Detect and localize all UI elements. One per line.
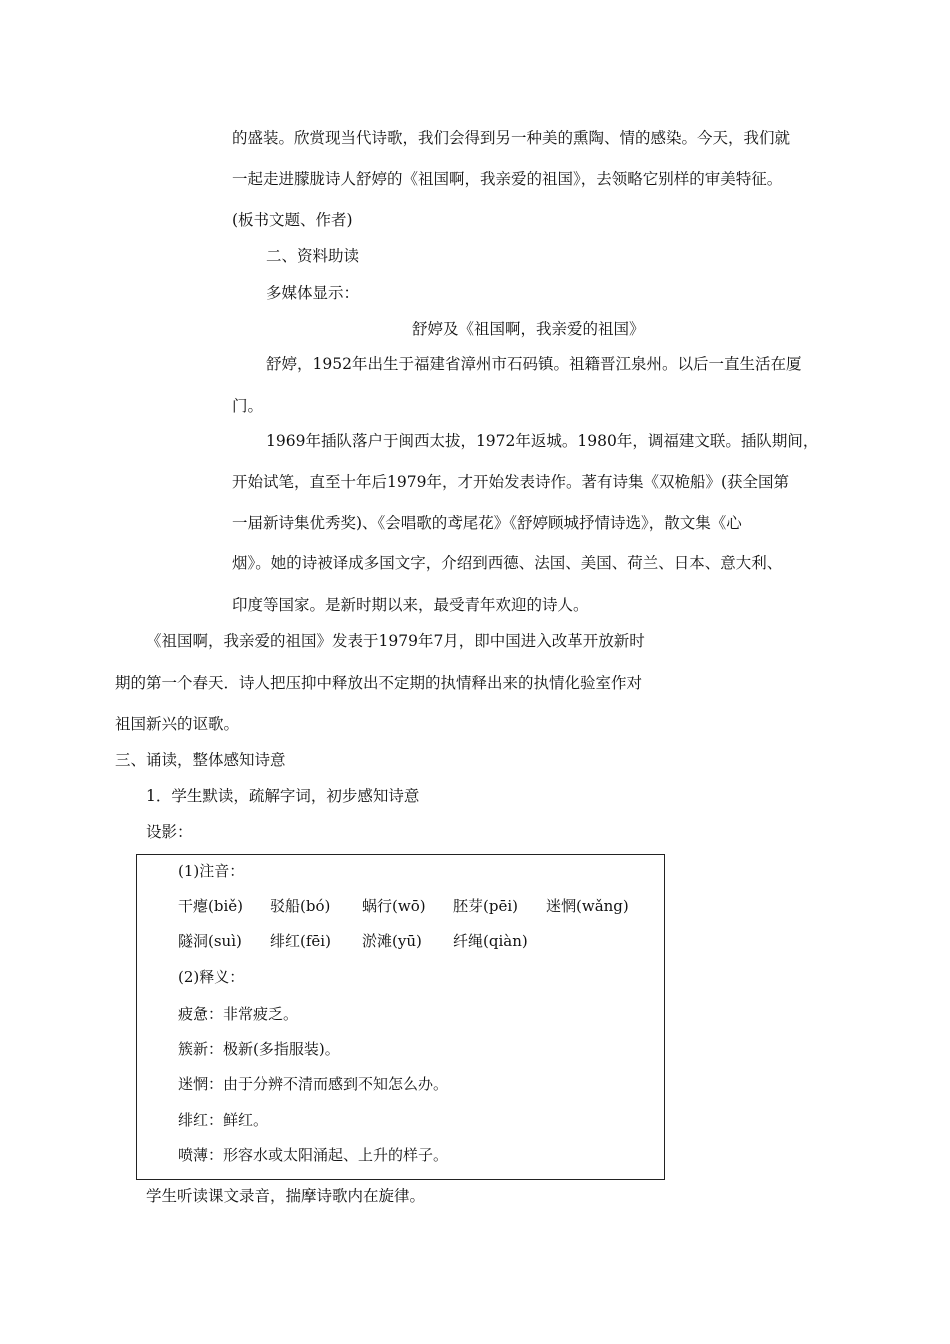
section-heading: 三、诵读，整体感知诗意 [115, 751, 286, 769]
definition: 绯红：鲜红。 [178, 1111, 269, 1129]
definition: 迷惘：由于分辨不清而感到不知怎么办。 [178, 1075, 449, 1093]
text-line: 祖国新兴的讴歌。 [115, 715, 240, 733]
phonetic-word: 驳船(bó) [270, 897, 331, 915]
definition: 簇新：极新(多指服装)。 [178, 1040, 340, 1058]
listen-instruction: 学生听读课文录音，揣摩诗歌内在旋律。 [146, 1187, 426, 1205]
text-line: 1969年插队落户于闽西太拔，1972年返城。1980年，调福建文联。插队期间， [266, 432, 819, 450]
task-item: 1．学生默读，疏解字词，初步感知诗意 [146, 787, 420, 805]
text-line: 舒婷，1952年出生于福建省漳州市石码镇。祖籍晋江泉州。以后一直生活在厦 [266, 355, 802, 373]
phonetic-word: 纤绳(qiàn) [453, 932, 528, 950]
phonetic-word: 迷惘(wǎng) [546, 897, 629, 915]
text-line: (板书文题、作者) [232, 211, 353, 229]
text-line: 一起走进朦胧诗人舒婷的《祖国啊，我亲爱的祖国》，去领略它别样的审美特征。 [232, 170, 783, 188]
phonetic-word: 隧洞(suì) [178, 932, 242, 950]
shadow-label: 设影： [146, 823, 193, 841]
phonetic-word: 胚芽(pēi) [453, 897, 518, 915]
phonetic-word: 干瘪(biě) [178, 897, 243, 915]
definition: 喷薄：形容水或太阳涌起、上升的样子。 [178, 1146, 449, 1164]
definition: 疲惫：非常疲乏。 [178, 1005, 299, 1023]
text-line: 印度等国家。是新时期以来，最受青年欢迎的诗人。 [232, 596, 589, 614]
phonetic-word: 淤滩(yū) [362, 932, 422, 950]
section-heading: 二、资料助读 [266, 247, 360, 265]
meaning-heading: (2)释义： [178, 968, 245, 986]
media-label: 多媒体显示： [266, 284, 360, 302]
text-line: 期的第一个春天．诗人把压抑中释放出不定期的执情释出来的执情化验室作对 [115, 674, 643, 692]
vocabulary-box [136, 854, 665, 1180]
text-line: 的盛装。欣赏现当代诗歌，我们会得到另一种美的熏陶、情的感染。今天，我们就 [232, 129, 791, 147]
text-line: 开始试笔，直至十年后1979年，才开始发表诗作。著有诗集《双桅船》(获全国第 [232, 473, 789, 491]
text-line: 门。 [232, 397, 264, 415]
phonetic-word: 蜗行(wō) [362, 897, 426, 915]
text-line: 一届新诗集优秀奖)、《会唱歌的鸢尾花》《舒婷顾城抒情诗选》，散文集《心 [232, 514, 742, 532]
text-line: 烟》。她的诗被译成多国文字，介绍到西德、法国、美国、荷兰、日本、意大利、 [232, 554, 783, 572]
text-line: 《祖国啊，我亲爱的祖国》发表于1979年7月，即中国进入改革开放新时 [146, 632, 645, 650]
phonetic-word: 绯红(fēi) [270, 932, 331, 950]
material-title: 舒婷及《祖国啊，我亲爱的祖国》 [412, 320, 645, 338]
phonetic-heading: (1)注音： [178, 862, 245, 880]
